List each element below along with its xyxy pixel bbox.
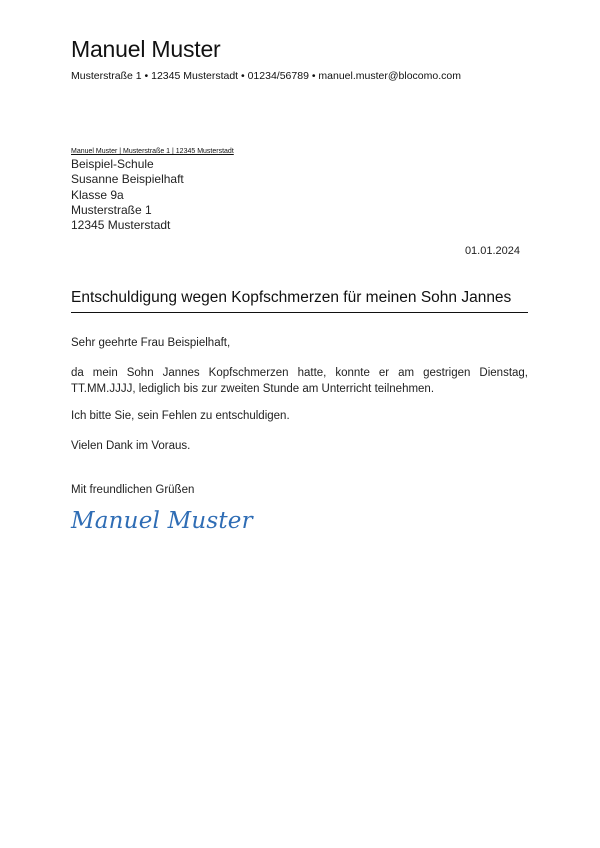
recipient-department: Klasse 9a — [71, 187, 124, 202]
return-address-line: Manuel Muster | Musterstraße 1 | 12345 Musterstadt — [71, 148, 234, 155]
recipient-address-block — [71, 157, 184, 233]
recipient-city: 12345 Musterstadt — [71, 218, 171, 233]
salutation: Sehr geehrte Frau Beispielhaft, — [71, 337, 231, 349]
recipient-street: Musterstraße 1 — [71, 202, 152, 217]
letter-date: 01.01.2024 — [464, 245, 520, 257]
subject-line: Entschuldigung wegen Kopfschmerzen für meinen Sohn Jannes — [71, 289, 512, 306]
subject-underline-divider — [71, 312, 528, 313]
handwritten-signature: Manuel Muster — [71, 508, 253, 534]
recipient-person: Susanne Beispielhaft — [71, 172, 184, 187]
body-paragraph: da mein Sohn Jannes Kopfschmerzen hatte, konnte er am gestrigen Dienstag, TT.MM.JJJJ, lediglich bis zur zweiten Stunde am Unterricht teilnehmen. — [71, 367, 528, 395]
body-paragraph: Ich bitte Sie, sein Fehlen zu entschuldigen. — [71, 410, 290, 422]
sender-name: Manuel Muster — [71, 36, 221, 62]
body-paragraph: Vielen Dank im Voraus. — [71, 440, 191, 452]
sender-contact-line: Musterstraße 1 • 12345 Musterstadt • 01234/56789 • manuel.muster@blocomo.com — [71, 70, 461, 82]
recipient-organization: Beispiel-Schule — [71, 157, 154, 171]
closing-phrase: Mit freundlichen Grüßen — [71, 484, 195, 496]
